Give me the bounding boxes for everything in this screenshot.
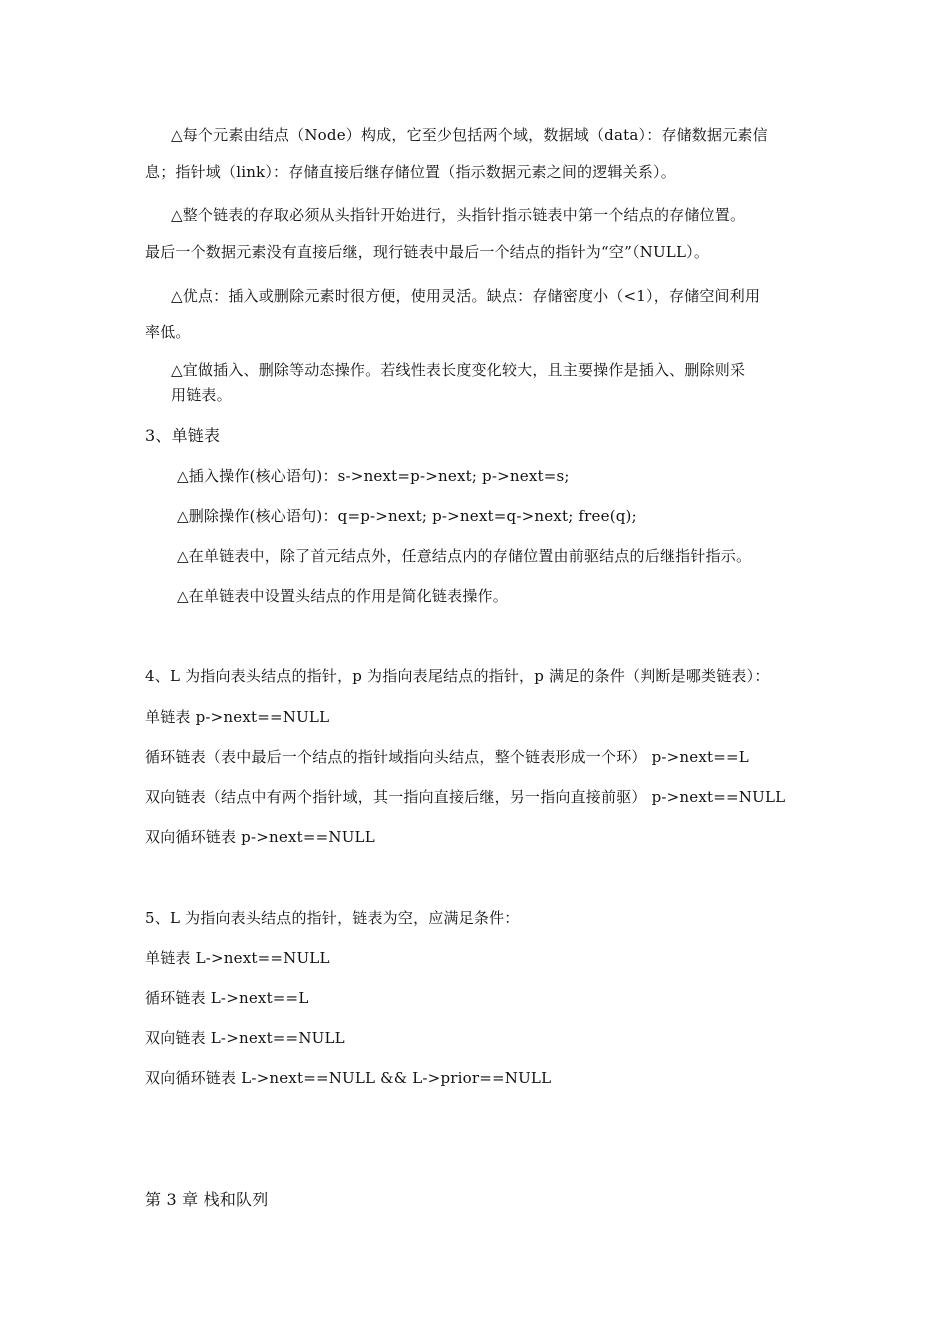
section-5-item-1: 单链表 L->next==NULL — [145, 949, 330, 967]
section-4-item-4: 双向循环链表 p->next==NULL — [145, 828, 375, 846]
paragraph-dynamic-ops-line-1: △宜做插入、删除等动态操作。若线性表长度变化较大，且主要操作是插入、删除则采 — [171, 361, 746, 379]
paragraph-dynamic-ops-line-2: 用链表。 — [171, 386, 232, 404]
paragraph-head-pointer-line-2: 最后一个数据元素没有直接后继，现行链表中最后一个结点的指针为“空”（NULL）。 — [145, 243, 710, 261]
section-3-item-2: △删除操作(核心语句)：q=p->next; p->next=q->next; free(q); — [177, 507, 637, 525]
section-4-item-1: 单链表 p->next==NULL — [145, 708, 330, 726]
paragraph-pros-cons-line-2: 率低。 — [145, 323, 191, 341]
paragraph-node-line-1: △每个元素由结点（Node）构成，它至少包括两个域，数据域（data）：存储数据元素信 — [171, 126, 768, 144]
section-5-item-2: 循环链表 L->next==L — [145, 989, 309, 1007]
section-4-item-2: 循环链表（表中最后一个结点的指针域指向头结点，整个链表形成一个环） p->next==L — [145, 748, 749, 766]
section-3-item-1: △插入操作(核心语句)：s->next=p->next; p->next=s; — [177, 467, 570, 485]
section-4-item-3: 双向链表（结点中有两个指针域，其一指向直接后继，另一指向直接前驱） p->next==NULL — [145, 788, 786, 806]
section-5-heading: 5、L 为指向表头结点的指针，链表为空，应满足条件： — [145, 909, 520, 927]
chapter-3-title: 第 3 章 栈和队列 — [145, 1190, 269, 1209]
section-4-heading: 4、L 为指向表头结点的指针，p 为指向表尾结点的指针，p 满足的条件（判断是哪类链表）： — [145, 667, 770, 685]
section-3-item-4: △在单链表中设置头结点的作用是简化链表操作。 — [177, 587, 508, 605]
section-5-item-3: 双向链表 L->next==NULL — [145, 1029, 345, 1047]
paragraph-head-pointer-line-1: △整个链表的存取必须从头指针开始进行，头指针指示链表中第一个结点的存储位置。 — [171, 206, 746, 224]
section-3-item-3: △在单链表中，除了首元结点外，任意结点内的存储位置由前驱结点的后继指针指示。 — [177, 547, 752, 565]
paragraph-pros-cons-line-1: △优点：插入或删除元素时很方便，使用灵活。缺点：存储密度小（<1），存储空间利用 — [171, 287, 761, 305]
section-3-heading: 3、单链表 — [145, 426, 221, 445]
paragraph-node-line-2: 息；指针域（link）：存储直接后继存储位置（指示数据元素之间的逻辑关系）。 — [145, 163, 676, 181]
section-5-item-4: 双向循环链表 L->next==NULL && L->prior==NULL — [145, 1069, 552, 1087]
